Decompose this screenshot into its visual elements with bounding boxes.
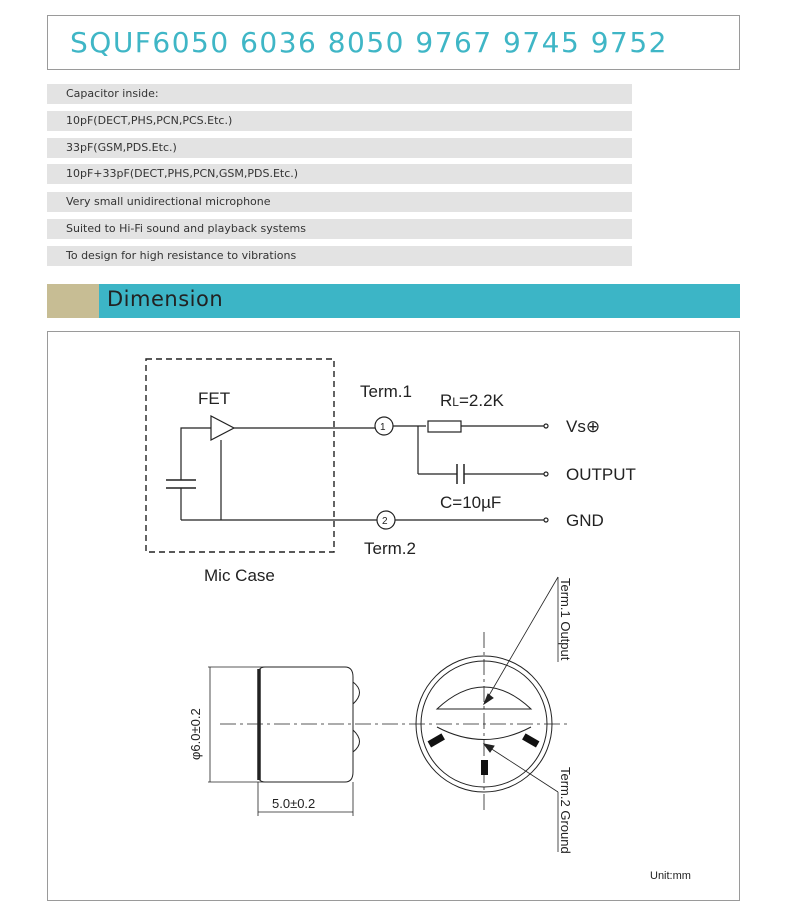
spec-row: To design for high resistance to vibrations (47, 246, 632, 266)
term2-number: 2 (382, 516, 388, 527)
resistor-label (440, 391, 505, 410)
spec-row: 10pF(DECT,PHS,PCN,PCS.Etc.) (47, 111, 632, 131)
diameter-label: φ6.0±0.2 (188, 708, 203, 760)
title-box (47, 15, 740, 70)
front-view (416, 577, 558, 852)
unit-label: Unit:mm (650, 870, 691, 882)
capacitor-label: C=10µF (440, 493, 502, 512)
spec-row: 10pF+33pF(DECT,PHS,PCN,GSM,PDS.Etc.) (47, 164, 632, 184)
vs-label: Vs⊕ (566, 417, 601, 436)
fet-label: FET (198, 389, 231, 408)
output-terminal (544, 472, 548, 476)
header-accent (47, 284, 99, 318)
spec-row: Suited to Hi-Fi sound and playback systems (47, 219, 632, 239)
fet-symbol (211, 416, 234, 440)
vs-terminal (544, 424, 548, 428)
terminal-bump (353, 730, 360, 752)
term1-output-label: Term.1 Output (558, 578, 573, 661)
resistor-prefix: R (440, 391, 453, 410)
term1-label: Term.1 (360, 382, 412, 401)
resistor-value: =2.2K (458, 391, 504, 410)
product-title: SQUF6050 6036 8050 9767 9745 9752 (70, 26, 668, 59)
section-title: Dimension (107, 287, 224, 311)
dimension-drawing (48, 332, 741, 902)
gnd-terminal (544, 518, 548, 522)
term2-label: Term.2 (364, 539, 416, 558)
term1-arrow (484, 694, 493, 704)
fet-input-wire (181, 428, 211, 480)
term2-ground-label: Term.2 Ground (558, 767, 573, 854)
term1-number: 1 (380, 422, 386, 433)
term1-leader (484, 577, 558, 704)
ground-contact (428, 733, 445, 747)
gnd-label: GND (566, 511, 604, 530)
length-label: 5.0±0.2 (272, 796, 316, 811)
circuit-labels (198, 382, 636, 585)
circuit-diagram (146, 359, 548, 552)
resistor-symbol (428, 421, 461, 432)
side-view (208, 667, 568, 816)
ground-contact (481, 760, 488, 775)
term2-leader (484, 744, 558, 792)
spec-row: 33pF(GSM,PDS.Etc.) (47, 138, 632, 158)
output-label: OUTPUT (566, 465, 636, 484)
dimension-header (47, 284, 740, 318)
front-view-labels (558, 578, 691, 882)
term2-arrow (484, 744, 494, 752)
resistor-sub: L (452, 395, 459, 409)
spec-row: Capacitor inside: (47, 84, 632, 104)
mic-case-label: Mic Case (204, 566, 275, 585)
ground-contact (522, 733, 539, 747)
mic-case-outline (146, 359, 334, 552)
drawing-box (47, 331, 740, 901)
terminal-bump (353, 682, 360, 704)
spec-row: Very small unidirectional microphone (47, 192, 632, 212)
mic-body-outline (258, 667, 353, 782)
